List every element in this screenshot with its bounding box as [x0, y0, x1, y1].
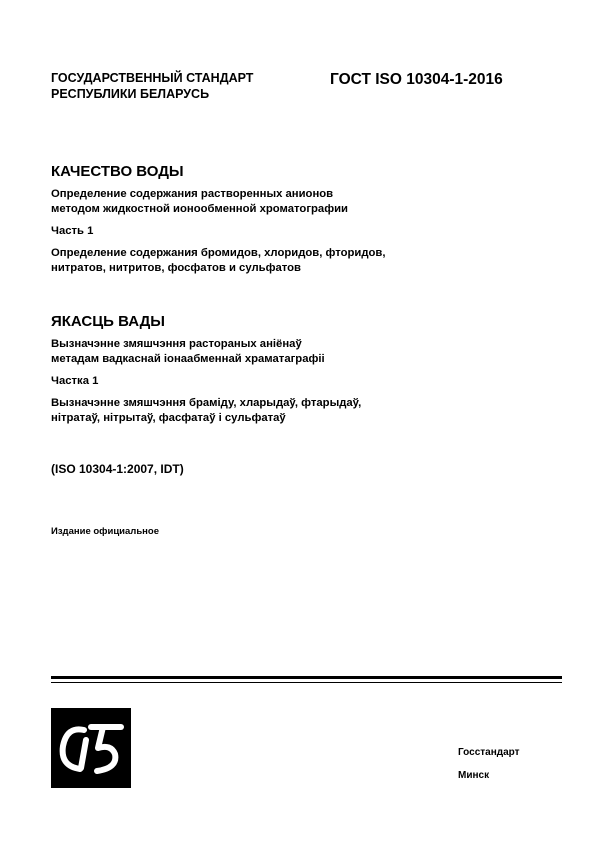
standard-number: ГОСТ ISO 10304-1-2016	[330, 71, 503, 88]
divider-thin	[51, 682, 562, 683]
belarusian-subtitle-line-2: метадам вадкаснай іонаабменнай храматаграфіі	[51, 353, 325, 365]
gosstandart-logo-icon	[51, 708, 131, 788]
iso-reference: (ISO 10304-1:2007, IDT)	[51, 462, 184, 476]
belarusian-title: ЯКАСЦЬ ВАДЫ	[51, 313, 165, 330]
russian-title-block	[51, 163, 551, 276]
belarusian-title-block	[51, 313, 551, 426]
belarusian-part-title-line-1: Вызначэнне змяшчэння браміду, хларыдаў, фтарыдаў,	[51, 397, 362, 409]
russian-title: КАЧЕСТВО ВОДЫ	[51, 163, 184, 180]
publisher-block	[458, 741, 520, 787]
belarusian-part: Частка 1	[51, 375, 99, 387]
publisher-city: Минск	[458, 770, 490, 781]
divider-thick	[51, 676, 562, 679]
header-line-1: ГОСУДАРСТВЕННЫЙ СТАНДАРТ	[51, 71, 254, 85]
russian-subtitle-line-2: методом жидкостной ионообменной хроматографии	[51, 203, 348, 215]
publisher-name: Госстандарт	[458, 747, 520, 758]
russian-part-title-line-2: нитратов, нитритов, фосфатов и сульфатов	[51, 262, 301, 274]
russian-part-title-line-1: Определение содержания бромидов, хлоридов, фторидов,	[51, 247, 386, 259]
belarusian-subtitle-line-1: Вызначэнне змяшчэння растораных аніёнаў	[51, 338, 302, 350]
russian-subtitle-line-1: Определение содержания растворенных анионов	[51, 188, 334, 200]
edition-note: Издание официальное	[51, 526, 159, 537]
belarusian-part-title-line-2: нітратаў, нітрытаў, фасфатаў і сульфатаў	[51, 412, 286, 424]
header-organization	[51, 70, 311, 102]
russian-part: Часть 1	[51, 225, 94, 237]
header-line-2: РЕСПУБЛИКИ БЕЛАРУСЬ	[51, 87, 210, 101]
